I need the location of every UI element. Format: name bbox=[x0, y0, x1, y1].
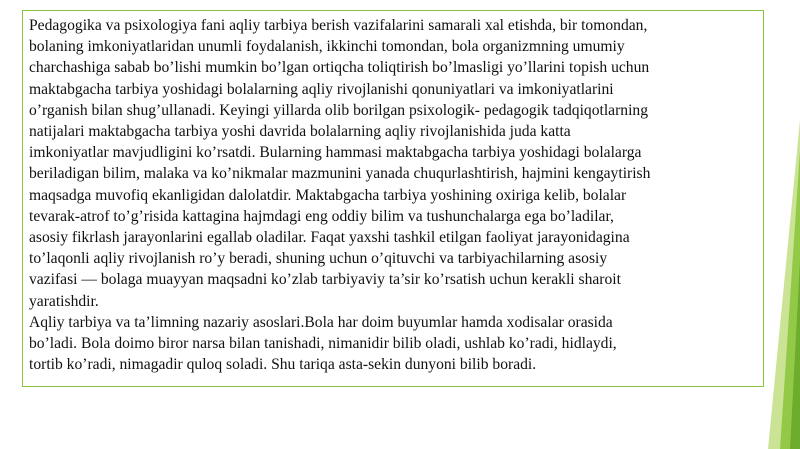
paragraph-theory: Aqliy tarbiya va ta’limning nazariy asoslari.Bola har doim buyumlar hamda xodisalar orasida bo’ladi. Bola doimo biror narsa bilan tanishadi, nimanidir bilib oladi, ushlab ko’radi, hidlaydi, tortib ko’radi, nimagadir quloq soladi. Shu tariqa asta-sekin dunyoni bilib boradi. bbox=[29, 313, 617, 374]
text-box bbox=[22, 10, 764, 387]
paragraph-main: Pedagogika va psixologiya fani aqliy tarbiya berish vazifalarini samarali xal etishda, bir tomondan, bolaning imkoniyatlaridan unumli foydalanish, ikkinchi tomondan, bola organizmning umumiy charchashiga sabab bo’lishi mumkin bo’lgan ortiqcha toliqtirish bo’lmasligi yo’llarini topish uchun maktabgacha tarbiya yoshidagi bolalarning aqliy rivojlanishi qonuniyatlari va imkoniyatlarini o’rganish bilan shug’ullanadi. Keyingi yillarda olib borilgan psixologik- pedagogik tadqiqotlarning natijalari maktabgacha tarbiya yoshi davrida bolalarning aqliy rivojlanishida juda katta imkoniyatlar mavjudligini ko’rsatdi. Bularning hammasi maktabgacha tarbiya yoshidagi bolalarga beriladigan bilim, malaka va ko’nikmalar mazmunini yanada chuqurlashtirish, hajmini kengaytirish maqsadga muvofiq ekanligidan dalolatdir. Maktabgacha tarbiya yoshining oxiriga kelib, bolalar tevarak-atrof to’g’risida kattagina hajmdagi eng oddiy bilim va tushunchalarga ega bo’ladilar, asosiy fikrlash jarayonlarini egallab oladilar. Faqat yaxshi tashkil etilgan faoliyat jarayonidagina to’laqonli aqliy rivojlanish ro’y beradi, shuning uchun o’qituvchi va tarbiyachilarning asosiy vazifasi — bolaga muayyan maqsadni ko’zlab tarbiyaviy ta’sir ko’rsatish uchun kerakli sharoit yaratishdir. bbox=[29, 17, 651, 310]
